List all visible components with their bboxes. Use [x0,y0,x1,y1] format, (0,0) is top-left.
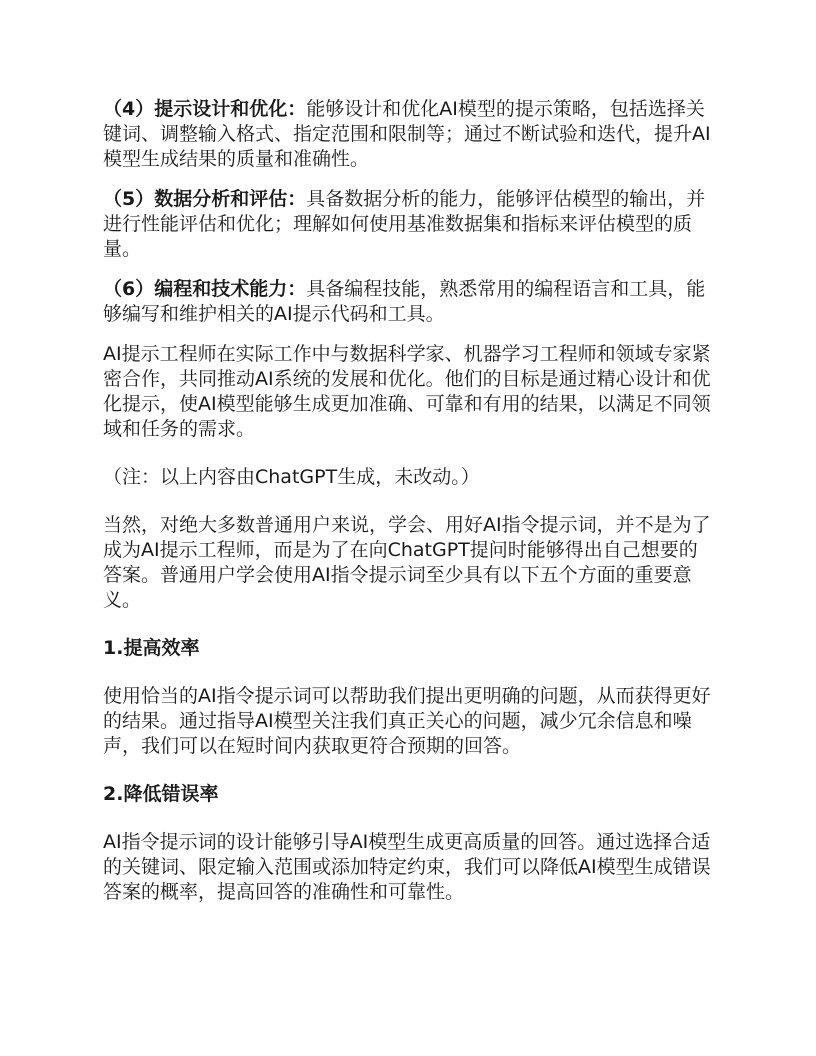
list-item-prompt-design [103,97,716,172]
note-paragraph: （注：以上内容由ChatGPT生成，未改动。） [103,466,480,488]
item-lead: （6）编程和技术能力 [103,278,288,300]
item-separator: ： [287,98,307,120]
item-separator: ： [287,278,307,300]
item-lead: （5）数据分析和评估 [103,188,288,210]
item-text: 具备数据分析的能力，能够评估模型的输出，并进行性能评估和优化；理解如何使用基准数据集和指标来评估模型的质量。 [103,188,706,260]
item-text: 能够设计和优化AI模型的提示策略，包括选择关键词、调整输入格式、指定范围和限制等；通过不断试验和迭代，提升AI模型生成结果的质量和准确性。 [103,98,711,170]
item-text: 具备编程技能，熟悉常用的编程语言和工具，能够编写和维护相关的AI提示代码和工具。 [103,278,706,325]
section-heading: 2.降低错误率 [103,783,219,805]
list-item-data-analysis [103,187,716,262]
section-body: 使用恰当的AI指令提示词可以帮助我们提出更明确的问题，从而获得更好的结果。通过指导AI模型关注我们真正关心的问题，减少冗余信息和噪声，我们可以在短时间内获取更符合预期的回答。 [103,685,711,757]
summary-paragraph: AI提示工程师在实际工作中与数据科学家、机器学习工程师和领域专家紧密合作，共同推动AI系统的发展和优化。他们的目标是通过精心设计和优化提示，使AI模型能够生成更加准确、可靠和有用的结果，以满足不同领域和任务的需求。 [103,343,711,440]
section-heading: 1.提高效率 [103,637,200,659]
section-body: AI指令提示词的设计能够引导AI模型生成更高质量的回答。通过选择合适的关键词、限定输入范围或添加特定约束，我们可以降低AI模型生成错误答案的概率，提高回答的准确性和可靠性。 [103,831,711,903]
item-separator: ： [287,188,307,210]
list-item-programming [103,277,716,327]
intro-paragraph: 当然，对绝大多数普通用户来说，学会、用好AI指令提示词，并不是为了成为AI提示工程师，而是为了在向ChatGPT提问时能够得出自己想要的答案。普通用户学会使用AI指令提示词至少具有以下五个方面的重要意义。 [103,514,711,611]
item-lead: （4）提示设计和优化 [103,98,288,120]
